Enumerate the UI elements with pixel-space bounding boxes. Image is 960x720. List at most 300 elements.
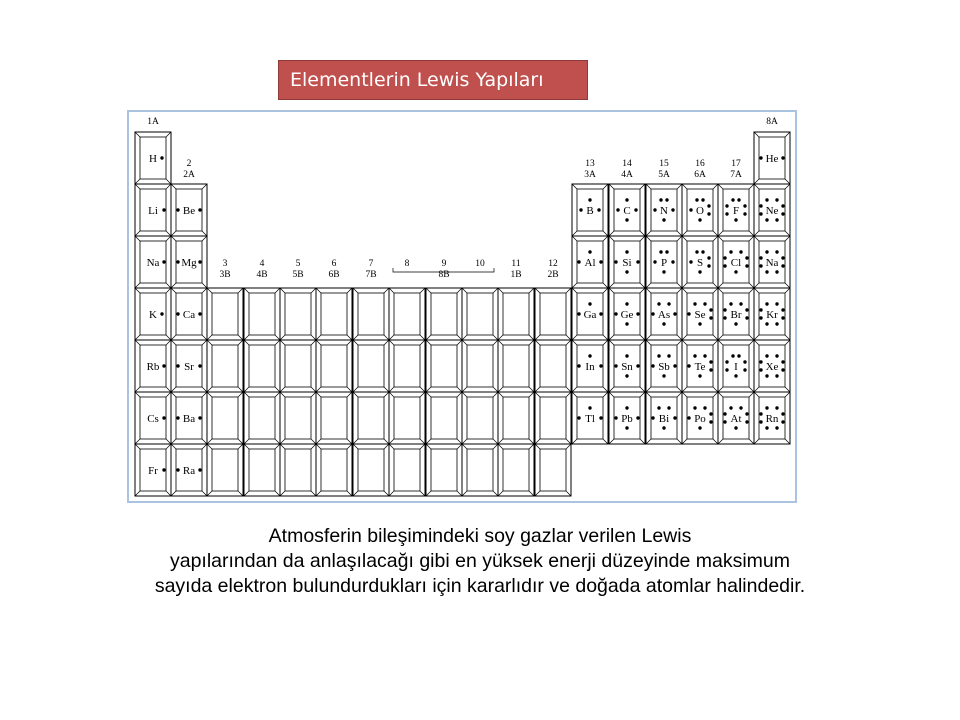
empty-cell <box>280 340 316 392</box>
valence-electron-dot <box>667 354 670 357</box>
valence-electron-dot <box>176 208 179 211</box>
group-header-label: 2A <box>183 170 195 180</box>
empty-cell <box>389 288 425 340</box>
valence-electron-dot <box>703 354 706 357</box>
element-symbol: Rn <box>765 413 779 425</box>
valence-electron-dot <box>588 354 591 357</box>
element-cell-rb <box>135 340 171 392</box>
valence-electron-dot <box>723 256 726 259</box>
valence-electron-dot <box>160 156 163 159</box>
valence-electron-dot <box>703 406 706 409</box>
element-cell-pb <box>609 392 645 444</box>
valence-electron-dot <box>673 312 676 315</box>
element-cell-kr <box>754 288 790 340</box>
element-symbol: Be <box>182 205 196 217</box>
valence-electron-dot <box>687 364 690 367</box>
element-cell-tl <box>572 392 608 444</box>
valence-electron-dot <box>739 406 742 409</box>
valence-electron-dot <box>725 368 728 371</box>
empty-cell <box>316 392 352 444</box>
valence-electron-dot <box>577 364 580 367</box>
empty-cell <box>498 444 534 496</box>
valence-electron-dot <box>759 368 762 371</box>
valence-electron-dot <box>709 316 712 319</box>
group-header-label: 5B <box>292 270 304 280</box>
element-symbol: Ge <box>620 309 634 321</box>
element-symbol: Cl <box>730 257 742 269</box>
valence-electron-dot <box>160 312 163 315</box>
element-cell-as <box>646 288 682 340</box>
element-symbol: At <box>730 413 742 425</box>
valence-electron-dot <box>599 416 602 419</box>
element-symbol: Se <box>694 309 706 321</box>
element-cell-i <box>718 340 754 392</box>
element-cell-al <box>572 236 608 288</box>
valence-electron-dot <box>625 302 628 305</box>
valence-electron-dot <box>636 416 639 419</box>
valence-electron-dot <box>781 256 784 259</box>
group-header-label: 5A <box>658 170 670 180</box>
empty-cell <box>462 340 498 392</box>
valence-electron-dot <box>198 260 201 263</box>
group-header-label: 4 <box>259 259 265 269</box>
group-header-label: 6 <box>331 259 337 269</box>
element-symbol: Pb <box>621 413 633 425</box>
valence-electron-dot <box>765 354 768 357</box>
group-header-label: 4A <box>621 170 633 180</box>
valence-electron-dot <box>725 360 728 363</box>
valence-electron-dot <box>781 308 784 311</box>
element-cell-cs <box>135 392 171 444</box>
valence-electron-dot <box>693 302 696 305</box>
valence-electron-dot <box>725 204 728 207</box>
element-symbol: Ra <box>182 465 196 477</box>
valence-electron-dot <box>599 312 602 315</box>
valence-electron-dot <box>588 406 591 409</box>
valence-electron-dot <box>597 208 600 211</box>
valence-electron-dot <box>653 208 656 211</box>
valence-electron-dot <box>636 260 639 263</box>
empty-cell <box>316 288 352 340</box>
valence-electron-dot <box>775 354 778 357</box>
valence-electron-dot <box>176 416 179 419</box>
element-symbol: Sb <box>658 361 670 373</box>
valence-electron-dot <box>657 354 660 357</box>
valence-electron-dot <box>707 264 710 267</box>
valence-electron-dot <box>588 302 591 305</box>
empty-cell <box>535 340 571 392</box>
empty-cell <box>389 392 425 444</box>
group-header-label: 1B <box>510 270 522 280</box>
element-cell-o <box>682 184 718 236</box>
valence-electron-dot <box>599 364 602 367</box>
group-header-label: 11 <box>511 259 521 269</box>
empty-cell <box>535 288 571 340</box>
valence-electron-dot <box>765 198 768 201</box>
valence-electron-dot <box>636 312 639 315</box>
valence-electron-dot <box>625 426 628 429</box>
valence-electron-dot <box>734 270 737 273</box>
valence-electron-dot <box>614 364 617 367</box>
element-cell-be <box>171 184 207 236</box>
empty-cell <box>462 392 498 444</box>
element-symbol: As <box>657 309 671 321</box>
element-cell-k <box>135 288 171 340</box>
valence-electron-dot <box>709 368 712 371</box>
valence-electron-dot <box>707 212 710 215</box>
element-symbol: Sr <box>184 361 194 373</box>
valence-electron-dot <box>745 256 748 259</box>
valence-electron-dot <box>667 406 670 409</box>
empty-cell <box>462 444 498 496</box>
element-cell-se <box>682 288 718 340</box>
valence-electron-dot <box>162 260 165 263</box>
valence-electron-dot <box>662 426 665 429</box>
empty-cell <box>353 288 389 340</box>
element-symbol: Al <box>584 257 596 269</box>
valence-electron-dot <box>651 364 654 367</box>
valence-electron-dot <box>765 406 768 409</box>
element-symbol: H <box>149 153 157 165</box>
valence-electron-dot <box>687 416 690 419</box>
element-symbol: N <box>660 205 668 217</box>
empty-cell <box>244 444 280 496</box>
valence-electron-dot <box>698 270 701 273</box>
group-header-label: 16 <box>695 159 705 169</box>
valence-electron-dot <box>162 364 165 367</box>
valence-electron-dot <box>701 198 704 201</box>
element-symbol: B <box>586 205 594 217</box>
valence-electron-dot <box>745 308 748 311</box>
valence-electron-dot <box>781 420 784 423</box>
valence-electron-dot <box>176 260 179 263</box>
valence-electron-dot <box>709 420 712 423</box>
valence-electron-dot <box>734 218 737 221</box>
empty-cell <box>244 392 280 444</box>
element-cell-rn <box>754 392 790 444</box>
valence-electron-dot <box>636 364 639 367</box>
valence-electron-dot <box>775 406 778 409</box>
group-header-label: 8 <box>404 259 410 269</box>
group-header-label: 6A <box>694 170 706 180</box>
valence-electron-dot <box>701 250 704 253</box>
valence-electron-dot <box>671 260 674 263</box>
valence-electron-dot <box>625 218 628 221</box>
element-cell-sr <box>171 340 207 392</box>
valence-electron-dot <box>579 208 582 211</box>
valence-electron-dot <box>759 212 762 215</box>
element-cell-sb <box>646 340 682 392</box>
group-header-label: 7B <box>365 270 377 280</box>
valence-electron-dot <box>781 156 784 159</box>
element-symbol: P <box>660 257 668 269</box>
valence-electron-dot <box>625 322 628 325</box>
valence-electron-dot <box>176 312 179 315</box>
element-cell-te <box>682 340 718 392</box>
periodic-table-lewis-diagram <box>129 112 795 501</box>
slide-title: Elementlerin Lewis Yapıları <box>278 60 588 100</box>
element-cell-na <box>135 236 171 288</box>
valence-electron-dot <box>781 368 784 371</box>
valence-electron-dot <box>588 250 591 253</box>
element-symbol: F <box>732 205 740 217</box>
valence-electron-dot <box>665 198 668 201</box>
valence-electron-dot <box>651 312 654 315</box>
valence-electron-dot <box>745 264 748 267</box>
element-cell-h <box>135 132 171 184</box>
empty-cell <box>426 288 462 340</box>
valence-electron-dot <box>775 218 778 221</box>
element-symbol: Ga <box>583 309 597 321</box>
valence-electron-dot <box>707 256 710 259</box>
element-cell-cl <box>718 236 754 288</box>
valence-electron-dot <box>176 364 179 367</box>
element-cell-fr <box>135 444 171 496</box>
element-symbol: Si <box>622 257 632 269</box>
element-symbol: Na <box>146 257 160 269</box>
group-header-label: 9 <box>441 259 447 269</box>
element-symbol: Cs <box>147 413 159 425</box>
element-symbol: Li <box>148 205 158 217</box>
element-symbol: Te <box>694 361 706 373</box>
valence-electron-dot <box>673 364 676 367</box>
valence-electron-dot <box>665 250 668 253</box>
valence-electron-dot <box>162 416 165 419</box>
valence-electron-dot <box>693 354 696 357</box>
valence-electron-dot <box>723 316 726 319</box>
empty-cell <box>244 288 280 340</box>
element-cell-na <box>754 236 790 288</box>
valence-electron-dot <box>695 198 698 201</box>
element-symbol: Ba <box>182 413 196 425</box>
element-symbol: He <box>765 153 779 165</box>
valence-electron-dot <box>759 156 762 159</box>
element-symbol: Bi <box>658 413 670 425</box>
valence-electron-dot <box>765 270 768 273</box>
element-cell-po <box>682 392 718 444</box>
group-header-label: 8B <box>438 270 450 280</box>
empty-cell <box>280 288 316 340</box>
valence-electron-dot <box>775 270 778 273</box>
empty-cell <box>535 392 571 444</box>
valence-electron-dot <box>745 412 748 415</box>
valence-electron-dot <box>731 354 734 357</box>
valence-electron-dot <box>625 270 628 273</box>
valence-electron-dot <box>745 316 748 319</box>
element-cell-n <box>646 184 682 236</box>
group-header-label: 7A <box>730 170 742 180</box>
valence-electron-dot <box>698 426 701 429</box>
periodic-table-frame <box>127 110 797 503</box>
valence-electron-dot <box>662 322 665 325</box>
element-cell-s <box>682 236 718 288</box>
valence-electron-dot <box>759 316 762 319</box>
valence-electron-dot <box>698 374 701 377</box>
element-cell-ne <box>754 184 790 236</box>
valence-electron-dot <box>743 368 746 371</box>
empty-cell <box>244 340 280 392</box>
valence-electron-dot <box>759 204 762 207</box>
valence-electron-dot <box>759 420 762 423</box>
empty-cell <box>353 444 389 496</box>
group-header-label: 3 <box>222 259 228 269</box>
valence-electron-dot <box>759 308 762 311</box>
element-symbol: I <box>734 361 738 373</box>
element-symbol: O <box>696 205 704 217</box>
valence-electron-dot <box>775 374 778 377</box>
empty-cell <box>280 444 316 496</box>
empty-cell <box>426 444 462 496</box>
valence-electron-dot <box>689 260 692 263</box>
element-symbol: S <box>696 257 704 269</box>
valence-electron-dot <box>625 374 628 377</box>
valence-electron-dot <box>673 416 676 419</box>
valence-electron-dot <box>634 208 637 211</box>
group-header-label: 14 <box>622 159 632 169</box>
element-symbol: Ca <box>182 309 196 321</box>
valence-electron-dot <box>739 250 742 253</box>
valence-electron-dot <box>577 416 580 419</box>
valence-electron-dot <box>662 218 665 221</box>
valence-electron-dot <box>653 260 656 263</box>
empty-cell <box>498 288 534 340</box>
empty-cell <box>280 392 316 444</box>
valence-electron-dot <box>759 264 762 267</box>
valence-electron-dot <box>759 360 762 363</box>
empty-cell <box>353 392 389 444</box>
valence-electron-dot <box>698 218 701 221</box>
group-header-label: 4B <box>256 270 268 280</box>
valence-electron-dot <box>731 198 734 201</box>
valence-electron-dot <box>737 354 740 357</box>
valence-electron-dot <box>709 308 712 311</box>
element-cell-ca <box>171 288 207 340</box>
element-cell-si <box>609 236 645 288</box>
element-symbol: K <box>149 309 157 321</box>
valence-electron-dot <box>775 198 778 201</box>
group-header-label: 2B <box>547 270 559 280</box>
valence-electron-dot <box>765 374 768 377</box>
valence-electron-dot <box>657 406 660 409</box>
empty-cell <box>426 392 462 444</box>
group-header-label: 10 <box>475 259 485 269</box>
caption-line: Atmosferin bileşimindeki soy gazlar verilen Lewis <box>268 525 692 547</box>
element-cell-f <box>718 184 754 236</box>
valence-electron-dot <box>614 312 617 315</box>
element-symbol: C <box>623 205 631 217</box>
empty-cell <box>389 444 425 496</box>
caption-line: yapılarından da anlaşılacağı gibi en yüksek enerji düzeyinde maksimum <box>169 550 790 572</box>
valence-electron-dot <box>625 406 628 409</box>
element-cell-sn <box>609 340 645 392</box>
element-cell-mg <box>171 236 207 288</box>
valence-electron-dot <box>588 198 591 201</box>
valence-electron-dot <box>687 312 690 315</box>
empty-cell <box>207 340 243 392</box>
valence-electron-dot <box>734 374 737 377</box>
empty-cell <box>207 392 243 444</box>
valence-electron-dot <box>198 364 201 367</box>
valence-electron-dot <box>577 312 580 315</box>
group-header-label: 8A <box>766 117 778 127</box>
valence-electron-dot <box>599 260 602 263</box>
valence-electron-dot <box>198 208 201 211</box>
valence-electron-dot <box>734 426 737 429</box>
valence-electron-dot <box>198 468 201 471</box>
valence-electron-dot <box>765 250 768 253</box>
group-header-label: 13 <box>585 159 595 169</box>
element-symbol: In <box>585 361 595 373</box>
valence-electron-dot <box>729 250 732 253</box>
caption-line: sayıda elektron bulundurdukları için kararlıdır ve doğada atomlar halindedir. <box>154 575 806 597</box>
element-symbol: Rb <box>146 361 160 373</box>
valence-electron-dot <box>765 426 768 429</box>
element-cell-ga <box>572 288 608 340</box>
valence-electron-dot <box>198 312 201 315</box>
valence-electron-dot <box>723 264 726 267</box>
element-symbol: Sn <box>621 361 633 373</box>
element-symbol: Fr <box>148 465 158 477</box>
valence-electron-dot <box>765 218 768 221</box>
valence-electron-dot <box>162 208 165 211</box>
valence-electron-dot <box>709 360 712 363</box>
element-cell-br <box>718 288 754 340</box>
element-symbol: Xe <box>765 361 779 373</box>
slide-caption <box>40 524 920 599</box>
element-symbol: Na <box>765 257 779 269</box>
element-cell-xe <box>754 340 790 392</box>
valence-electron-dot <box>616 208 619 211</box>
valence-electron-dot <box>707 204 710 207</box>
empty-cell <box>316 340 352 392</box>
empty-cell <box>389 340 425 392</box>
valence-electron-dot <box>659 198 662 201</box>
valence-electron-dot <box>759 256 762 259</box>
element-cell-at <box>718 392 754 444</box>
valence-electron-dot <box>781 316 784 319</box>
empty-cell <box>426 340 462 392</box>
empty-cell <box>498 340 534 392</box>
group-header-label: 5 <box>295 259 301 269</box>
valence-electron-dot <box>781 360 784 363</box>
valence-electron-dot <box>729 406 732 409</box>
empty-cell <box>462 288 498 340</box>
valence-electron-dot <box>662 270 665 273</box>
element-symbol: Po <box>694 413 706 425</box>
element-cell-he <box>754 132 790 184</box>
empty-cell <box>207 288 243 340</box>
valence-electron-dot <box>775 302 778 305</box>
valence-electron-dot <box>729 302 732 305</box>
element-symbol: Mg <box>181 257 197 269</box>
empty-cell <box>207 444 243 496</box>
element-cell-c <box>609 184 645 236</box>
element-symbol: Br <box>730 309 742 321</box>
group-header-label: 6B <box>328 270 340 280</box>
valence-electron-dot <box>614 416 617 419</box>
group-header-label: 2 <box>186 159 192 169</box>
element-cell-ge <box>609 288 645 340</box>
valence-electron-dot <box>723 420 726 423</box>
valence-electron-dot <box>743 204 746 207</box>
valence-electron-dot <box>703 302 706 305</box>
element-cell-in <box>572 340 608 392</box>
element-symbol: Ne <box>765 205 779 217</box>
valence-electron-dot <box>662 374 665 377</box>
empty-cell <box>316 444 352 496</box>
valence-electron-dot <box>614 260 617 263</box>
valence-electron-dot <box>739 302 742 305</box>
